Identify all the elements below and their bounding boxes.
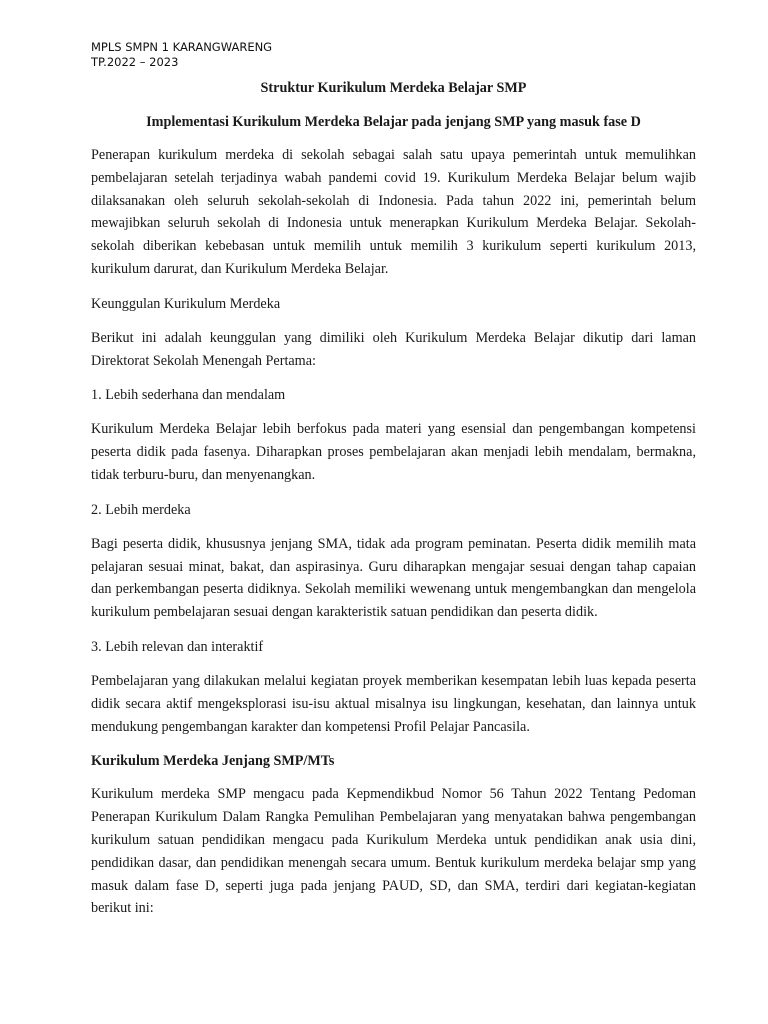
paragraph-intro: Penerapan kurikulum merdeka di sekolah sebagai salah satu upaya pemerintah untuk memulihkan pembelajaran setelah terjadinya wabah pandemi covid 19. Kurikulum Merdeka Belajar belum wajib dilaksanakan oleh seluruh sekolah-sekolah di Indonesia. Pada tahun 2022 ini, pemerintah belum mewajibkan seluruh sekolah di Indonesia untuk menerapkan Kurikulum Merdeka Belajar. Sekolah-sekolah diberikan kebebasan untuk memilih untuk memilih 3 kurikulum seperti kurikulum 2013, kurikulum darurat, dan Kurikulum Merdeka Belajar. [91, 147, 696, 277]
header-school-year: TP.2022 – 2023 [91, 55, 179, 69]
paragraph-keunggulan-intro: Berikut ini adalah keunggulan yang dimiliki oleh Kurikulum Merdeka Belajar dikutip dari laman Direktorat Sekolah Menengah Pertama: [91, 329, 696, 369]
section-heading-smp: Kurikulum Merdeka Jenjang SMP/MTs [91, 753, 335, 770]
list-item-1-heading: 1. Lebih sederhana dan mendalam [91, 387, 286, 404]
list-item-3-heading: 3. Lebih relevan dan interaktif [91, 638, 264, 655]
page-header [91, 40, 272, 70]
document-subtitle: Implementasi Kurikulum Merdeka Belajar pada jenjang SMP yang masuk fase D [146, 114, 641, 130]
document-title: Struktur Kurikulum Merdeka Belajar SMP [260, 80, 527, 96]
document-body [91, 78, 696, 933]
list-item-2-text: Bagi peserta didik, khususnya jenjang SMA, tidak ada program peminatan. Peserta didik memilih mata pelajaran sesuai minat, bakat, dan aspirasinya. Guru diharapkan mengajar sesuai dengan tahap capaian dan perkembangan peserta didiknya. Sekolah memiliki wewenang untuk mengembangkan dan mengelola kurikulum pembelajaran sesuai dengan karakteristik satuan pendidikan dan peserta didik. [91, 535, 696, 621]
list-item-3-text: Pembelajaran yang dilakukan melalui kegiatan proyek memberikan kesempatan lebih luas kepada peserta didik secara aktif mengeksplorasi isu-isu aktual misalnya isu lingkungan, kesehatan, dan lainnya untuk mendukung pengembangan karakter dan kompetensi Profil Pelajar Pancasila. [91, 672, 696, 735]
list-item-1-text: Kurikulum Merdeka Belajar lebih berfokus pada materi yang esensial dan pengembangan kompetensi peserta didik pada fasenya. Diharapkan proses pembelajaran akan menjadi lebih mendalam, bermakna, tidak terburu-buru, dan menyenangkan. [91, 421, 696, 483]
paragraph-smp: Kurikulum merdeka SMP mengacu pada Kepmendikbud Nomor 56 Tahun 2022 Tentang Pedoman Penerapan Kurikulum Dalam Rangka Pemulihan Pembelajaran yang menyatakan bahwa pengembangan kurikulum satuan pendidikan mengacu pada Kurikulum Merdeka untuk pendidikan anak usia dini, pendidikan dasar, dan pendidikan menengah secara umum. Bentuk kurikulum merdeka belajar smp yang masuk dalam fase D, seperti juga pada jenjang PAUD, SD, dan SMA, terdiri dari kegiatan-kegiatan berikut ini: [91, 786, 696, 917]
heading-keunggulan: Keunggulan Kurikulum Merdeka [91, 295, 281, 312]
list-item-2-heading: 2. Lebih merdeka [91, 501, 191, 518]
header-school-name: MPLS SMPN 1 KARANGWARENG [91, 40, 273, 54]
